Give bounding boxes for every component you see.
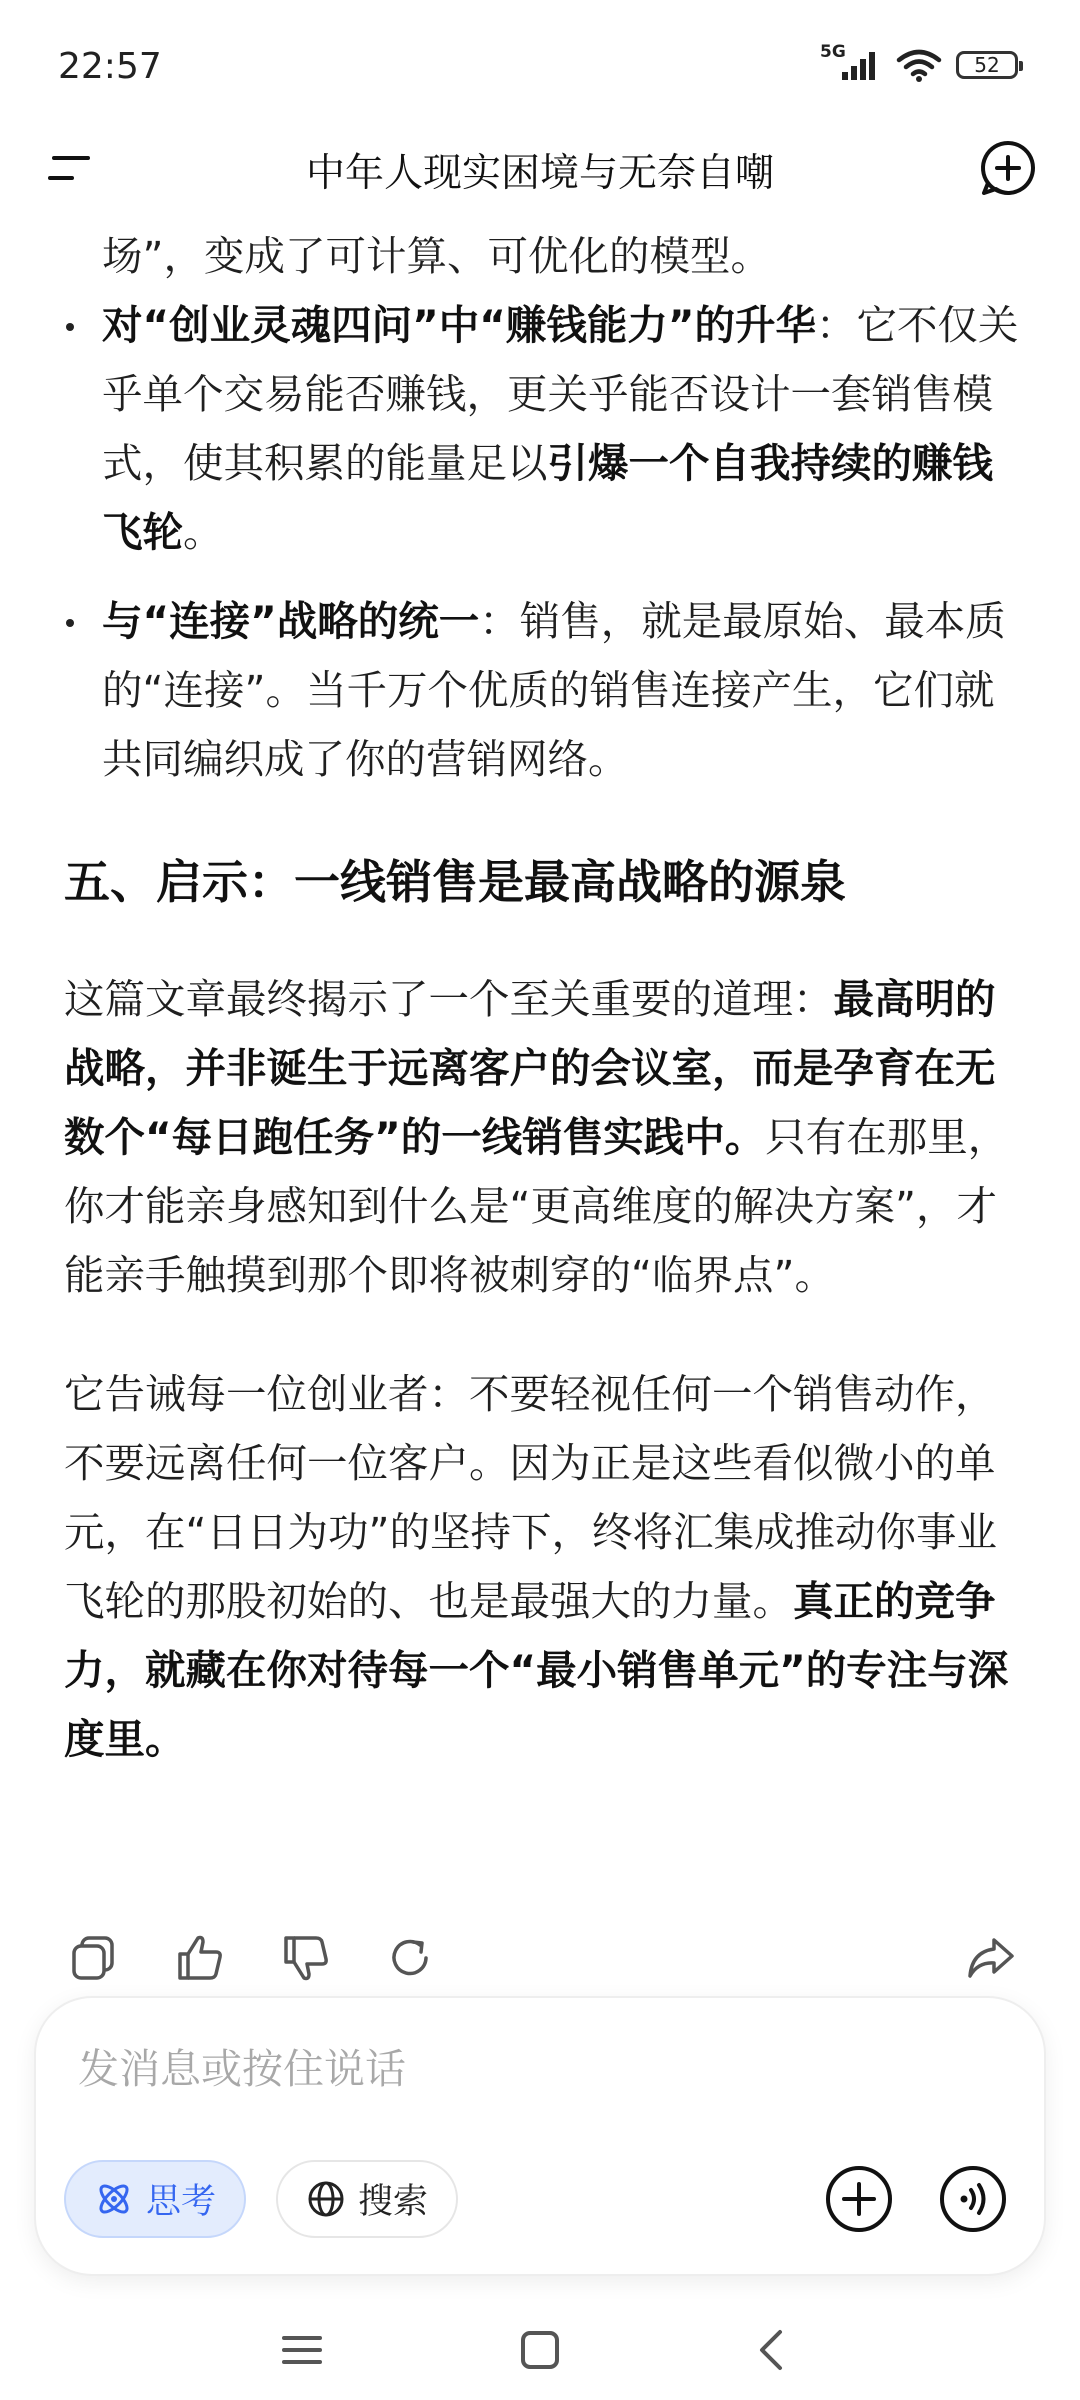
home-icon[interactable] — [510, 2320, 570, 2380]
bullet-text: ：它不仅关乎单个交易能否赚钱，更关乎能否设计一套销售模式，使其积累的能量足以 — [102, 301, 1019, 487]
bullet-text: ：销售，就是最原始、最本质的“连接”。当千万个优质的销售连接产生，它们就共同编织成了你的营销网络。 — [102, 597, 1006, 783]
regenerate-icon[interactable] — [382, 1930, 438, 1986]
bullet-text-end: 。 — [183, 508, 224, 556]
globe-icon — [306, 2179, 346, 2219]
thumbs-up-icon[interactable] — [172, 1930, 228, 1986]
new-chat-icon[interactable] — [978, 138, 1038, 198]
continued-bullet-line: 场”，变成了可计算、可优化的模型。 — [102, 232, 771, 280]
voice-wave-icon — [936, 2162, 1010, 2236]
atom-icon — [94, 2179, 134, 2219]
bullet-heading: 与“连接”战略的统一 — [102, 597, 480, 645]
composer — [36, 1998, 1044, 2274]
section-heading: 五、启示：一线销售是最高战略的源泉 — [64, 855, 846, 909]
menu-icon[interactable] — [46, 148, 96, 188]
paragraph-emphasis: 真正的竞争力，就藏在你对待每一个“最小销售单元”的专注与深度里。 — [64, 1577, 1009, 1763]
thumbs-down-icon[interactable] — [278, 1930, 334, 1986]
add-attachment-button[interactable] — [822, 2162, 896, 2236]
status-bar — [0, 0, 1080, 130]
battery-level: 52 — [974, 53, 1000, 77]
app-header — [0, 130, 1080, 208]
status-time: 22:57 — [58, 46, 162, 87]
recent-apps-icon[interactable] — [272, 2320, 332, 2380]
battery-icon — [956, 51, 1018, 79]
paragraph-text: 它告诫每一位创业者：不要轻视任何一个销售动作，不要远离任何一位客户。因为正是这些看似微小的单元，在“日日为功”的坚持下，终将汇集成推动你事业飞轮的那股初始的、也是最强大的力量。 — [64, 1370, 997, 1625]
system-nav-bar — [0, 2300, 1080, 2400]
search-toggle-button[interactable] — [276, 2160, 458, 2238]
paragraph-text: 这篇文章最终揭示了一个至关重要的道理： — [64, 975, 834, 1023]
message-actions — [0, 1924, 1080, 1994]
bullet-emphasis: 引爆一个自我持续的赚钱飞轮 — [102, 439, 993, 556]
network-type: 5G — [820, 42, 846, 62]
paragraph-text-end: 只有在那里，你才能亲身感知到什么是“更高维度的解决方案”，才能亲手触摸到那个即将被刺穿的“临界点”。 — [64, 1113, 1009, 1299]
paragraph — [64, 965, 1024, 1310]
share-icon[interactable] — [962, 1930, 1018, 1986]
wifi-icon — [896, 48, 942, 82]
plus-icon — [822, 2162, 896, 2236]
search-label: 搜索 — [358, 2182, 429, 2222]
list-item — [64, 587, 1024, 794]
message-content — [64, 222, 1024, 1824]
paragraph — [64, 1360, 1024, 1774]
status-icons — [820, 42, 1018, 82]
think-label: 思考 — [146, 2182, 217, 2222]
copy-icon[interactable] — [66, 1930, 122, 1986]
message-input[interactable] — [76, 2038, 980, 2100]
list-item — [64, 291, 1024, 567]
cellular-signal-icon — [820, 42, 882, 82]
back-icon[interactable] — [742, 2320, 802, 2380]
paragraph-emphasis: 最高明的战略，并非诞生于远离客户的会议室，而是孕育在无数个“每日跑任务”的一线销售实践中。 — [64, 975, 996, 1161]
think-toggle-button[interactable] — [64, 2160, 246, 2238]
voice-input-button[interactable] — [936, 2162, 1010, 2236]
bullet-list — [64, 291, 1024, 794]
page-title: 中年人现实困境与无奈自嘲 — [305, 151, 774, 196]
bullet-heading: 对“创业灵魂四问”中“赚钱能力”的升华 — [102, 301, 816, 349]
